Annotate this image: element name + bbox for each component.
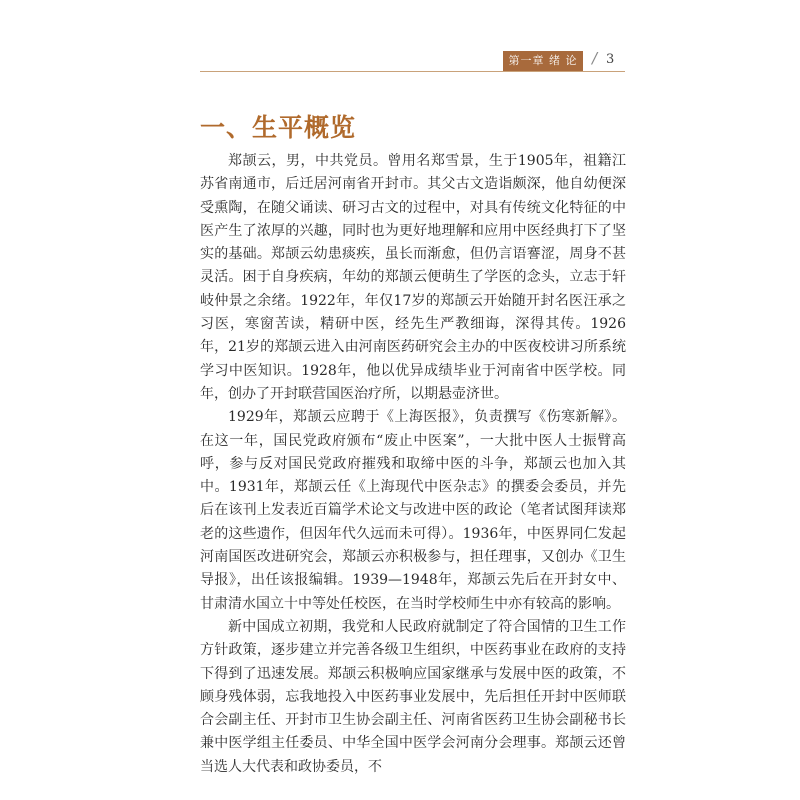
header-rule (200, 71, 625, 72)
page-number: 3 (606, 52, 615, 67)
chapter-label: 第一章 绪 论 (503, 51, 583, 71)
paragraph-1: 郑颉云，男，中共党员。曾用名郑雪景，生于1905年，祖籍江苏省南通市，后迁居河南省开封市。其父古文造诣颇深，他自幼便深受熏陶，在随父诵读、研习古文的过程中，对具有传统文化特征的中医产生了浓厚的兴趣，同时也为更好地理解和应用中医经典打下了坚实的基础。郑颉云幼患痰疾，虽长而渐愈，但仍言语謇涩，周身不甚灵活。困于自身疾病，年幼的郑颉云便萌生了学医的念头，立志于轩岐仲景之余绪。1922年，年仅17岁的郑颉云开始随开封名医汪承之习医，寒窗苦读，精研中医，经先生严教细诲，深得其传。1926年，21岁的郑颉云进入由河南医药研究会主办的中医夜校讲习所系统学习中医知识。1928年，他以优异成绩毕业于河南省中医学校。同年，创办了开封联营国医治疗所，以期悬壶济世。 (200, 153, 626, 402)
paragraph-3: 新中国成立初期，我党和人民政府就制定了符合国情的卫生工作方针政策，逐步建立并完善各级卫生组织，中医药事业在政府的支持下得到了迅速发展。郑颉云积极响应国家继承与发展中医的政策，不顾身残体弱，忘我地投入中医药事业发展中，先后担任开封中医师联合会副主任、开封市卫生协会副主任、河南省医药卫生协会副秘书长兼中医学组主任委员、中华全国中医学会河南分会理事。郑颉云还曾当选人大代表和政协委员，不 (200, 618, 626, 775)
section-title: 一、生平概览 (200, 113, 357, 142)
body-text (200, 150, 626, 779)
paragraph-2: 1929年，郑颉云应聘于《上海医报》，负责撰写《伤寒新解》。在这一年，国民党政府颁布“废止中医案”，一大批中医人士振臂高呼，参与反对国民党政府摧残和取缔中医的斗争，郑颉云也加入其中。1931年，郑颉云任《上海现代中医杂志》的撰委会委员，并先后在该刊上发表近百篇学术论文与改进中医的政论（笔者试图拜读郑老的这些遗作，但因年代久远而未可得）。1936年，中医界同仁发起河南国医改进研究会，郑颉云亦积极参与，担任理事，又创办《卫生导报》，出任该报编辑。1939—1948年，郑颉云先后在开封女中、甘肃清水国立十中等处任校医，在当时学校师生中亦有较高的影响。 (200, 409, 626, 612)
page-separator: / (592, 49, 598, 67)
